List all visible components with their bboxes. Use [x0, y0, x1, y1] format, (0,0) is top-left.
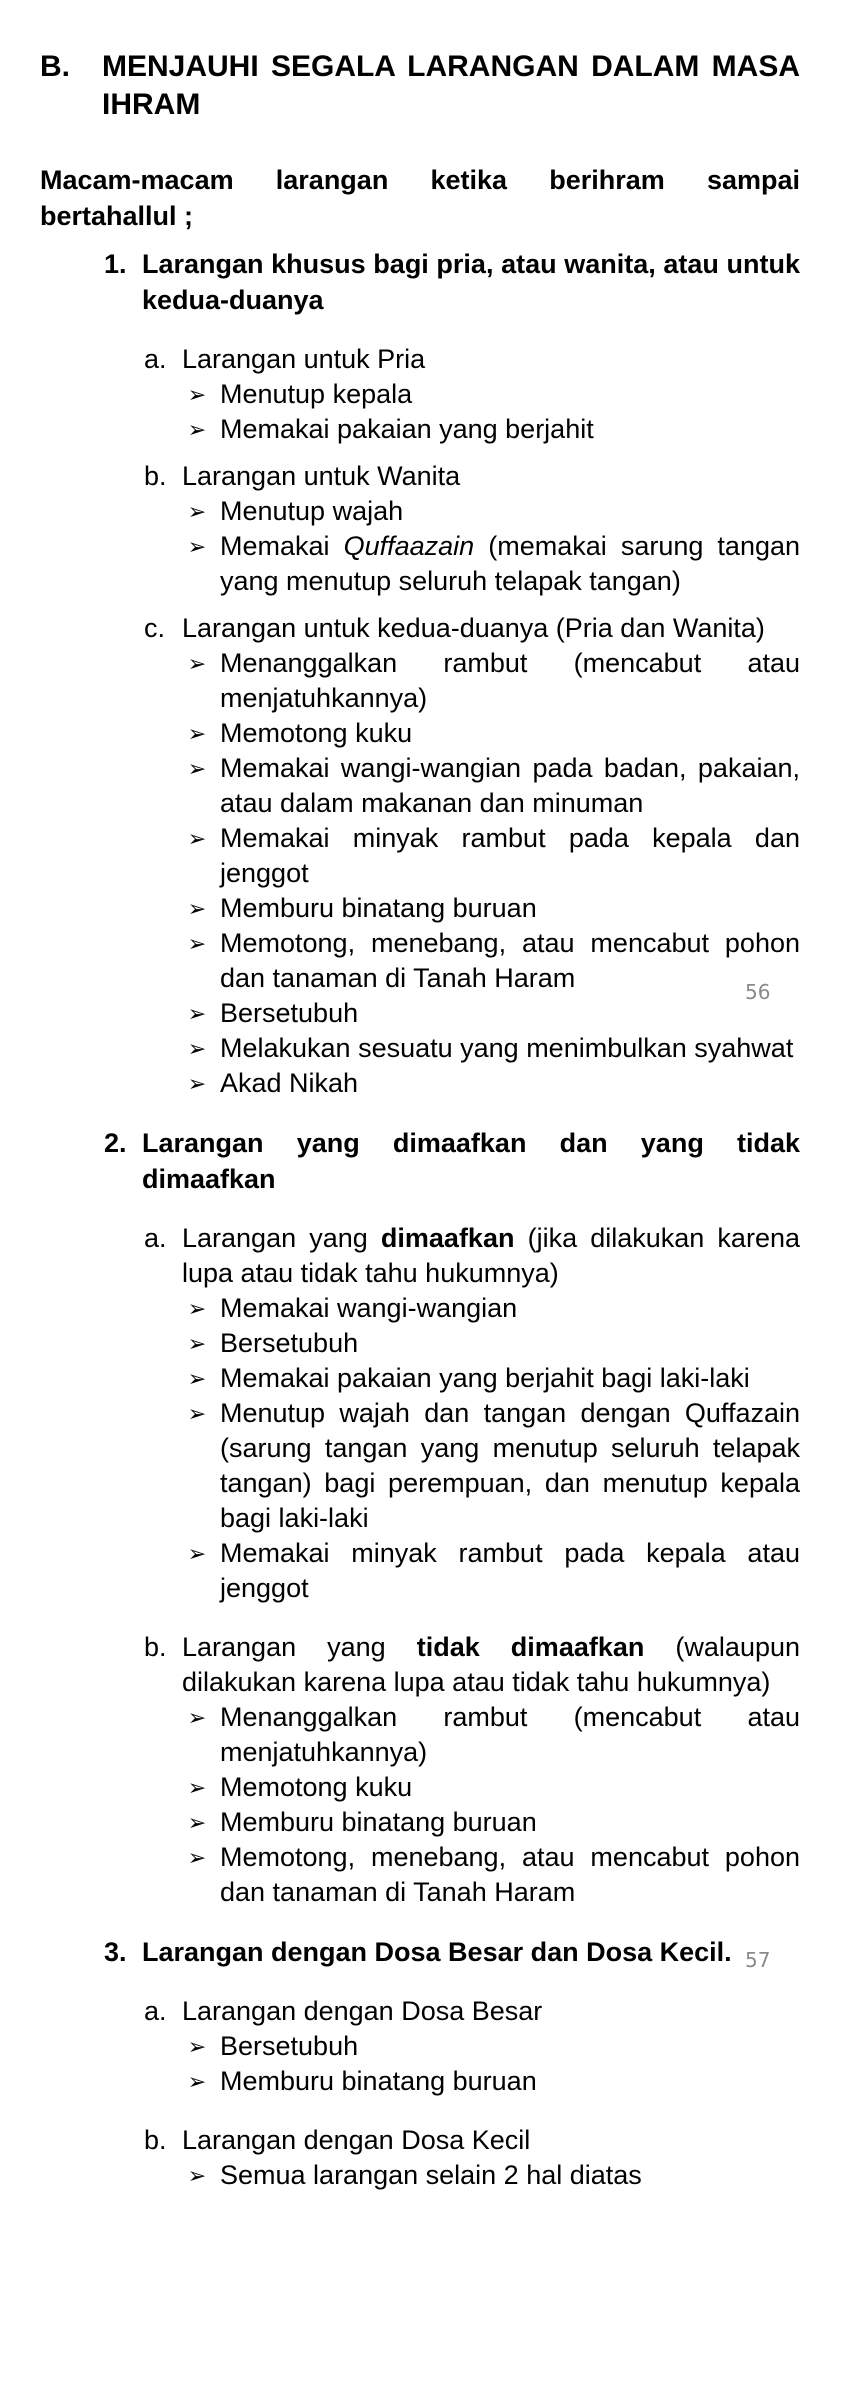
- sub-letter: a.: [144, 1223, 167, 1253]
- list-item: ➢ Memakai wangi-wangian: [220, 1291, 800, 1326]
- list-item: ➢ Memakai Quffaazain (memakai sarung tangan yang menutup seluruh telapak tangan): [220, 529, 800, 599]
- list-item: ➢ Memotong, menebang, atau mencabut pohon dan tanaman di Tanah Haram: [220, 1840, 800, 1910]
- bold-text: dimaafkan: [380, 1223, 515, 1253]
- arrow-bullet-icon: ➢: [187, 1001, 207, 1026]
- list-item: ➢ Memburu binatang buruan: [220, 2064, 800, 2099]
- list-item: ➢ Menanggalkan rambut (mencabut atau menjatuhkannya): [220, 1700, 800, 1770]
- sub-3a: [144, 1994, 800, 2029]
- arrow-bullet-icon: ➢: [187, 1705, 207, 1730]
- list-item: ➢ Memakai pakaian yang berjahit bagi laki-laki: [220, 1361, 800, 1396]
- page-number: 56: [745, 980, 771, 1004]
- arrow-bullet-icon: ➢: [187, 721, 207, 746]
- sub-1a: [144, 342, 800, 377]
- arrow-bullet-icon: ➢: [187, 896, 207, 921]
- arrow-bullet-icon: ➢: [187, 1036, 207, 1061]
- intro-paragraph: Macam-macam larangan ketika berihram sampai bertahallul ;: [40, 165, 800, 231]
- list-item: ➢ Menutup kepala: [220, 377, 800, 412]
- arrow-bullet-icon: ➢: [187, 1296, 207, 1321]
- arrow-bullet-icon: ➢: [187, 931, 207, 956]
- sub-3b: [144, 2123, 800, 2158]
- list-item: ➢ Memakai wangi-wangian pada badan, pakaian, atau dalam makanan dan minuman: [220, 751, 800, 821]
- list-item: ➢ Memakai minyak rambut pada kepala dan jenggot: [220, 821, 800, 891]
- arrow-bullet-icon: ➢: [187, 1401, 207, 1426]
- block-title-text: Larangan khusus bagi pria, atau wanita, atau untuk kedua-duanya: [142, 249, 800, 315]
- list-item: ➢ Memakai pakaian yang berjahit: [220, 412, 800, 447]
- sub-1c: [144, 611, 800, 646]
- page-number: 57: [745, 1948, 771, 1972]
- arrow-bullet-icon: ➢: [187, 499, 207, 524]
- arrow-bullet-icon: ➢: [187, 756, 207, 781]
- section-title: MENJAUHI SEGALA LARANGAN DALAM MASA IHRAM: [102, 50, 800, 121]
- list-item: ➢ Menanggalkan rambut (mencabut atau menjatuhkannya): [220, 646, 800, 716]
- arrow-bullet-icon: ➢: [187, 1331, 207, 1356]
- block-number: 2.: [104, 1128, 127, 1158]
- bold-text: tidak dimaafkan: [416, 1632, 645, 1662]
- block-title-text: Larangan dengan Dosa Besar dan Dosa Kecil.: [142, 1937, 732, 1967]
- arrow-bullet-icon: ➢: [187, 417, 207, 442]
- bullet-list-3a: [187, 2029, 800, 2099]
- arrow-bullet-icon: ➢: [187, 382, 207, 407]
- list-item: ➢ Memakai minyak rambut pada kepala atau jenggot: [220, 1536, 800, 1606]
- arrow-bullet-icon: ➢: [187, 1366, 207, 1391]
- sub-text: Larangan dengan Dosa Besar: [182, 1996, 543, 2026]
- arrow-bullet-icon: ➢: [187, 1845, 207, 1870]
- sub-letter: b.: [144, 461, 167, 491]
- arrow-bullet-icon: ➢: [187, 651, 207, 676]
- bullet-list-3b: [187, 2158, 800, 2193]
- list-item: ➢ Memotong kuku: [220, 1770, 800, 1805]
- arrow-bullet-icon: ➢: [187, 1775, 207, 1800]
- block-title-text: Larangan yang dimaafkan dan yang tidak dimaafkan: [142, 1128, 800, 1194]
- section-heading: [40, 48, 800, 124]
- list-item: ➢ Akad Nikah: [220, 1066, 800, 1101]
- list-item: ➢ Bersetubuh: [220, 2029, 800, 2064]
- bullet-list-1b: [187, 494, 801, 599]
- list-item: ➢ Memburu binatang buruan: [220, 891, 800, 926]
- bullet-list-2b: [187, 1700, 800, 1910]
- list-item: ➢ Bersetubuh: [220, 996, 800, 1031]
- block-3-title: [104, 1934, 800, 1970]
- sub-letter: a.: [144, 344, 167, 374]
- block-1-title: [104, 246, 800, 318]
- list-item: ➢ Melakukan sesuatu yang menimbulkan syahwat: [220, 1031, 800, 1066]
- block-2-title: [104, 1125, 800, 1197]
- sub-letter: b.: [144, 2125, 167, 2155]
- list-item: ➢ Memotong kuku: [220, 716, 800, 751]
- bullet-list-1a: [187, 377, 800, 447]
- list-item: ➢ Memburu binatang buruan: [220, 1805, 800, 1840]
- bullet-list-1c: [187, 646, 800, 1101]
- list-item: ➢ Semua larangan selain 2 hal diatas: [220, 2158, 800, 2193]
- sub-text: Larangan dengan Dosa Kecil: [182, 2125, 531, 2155]
- content-list: [0, 246, 843, 2193]
- sub-letter: c.: [144, 613, 166, 643]
- sub-2a: a. Larangan yang dimaafkan (jika dilakukan karena lupa atau tidak tahu hukumnya): [144, 1223, 800, 1288]
- sub-2b: b. Larangan yang tidak dimaafkan (walaupun dilakukan karena lupa atau tidak tahu hukumnya): [144, 1632, 801, 1697]
- arrow-bullet-icon: ➢: [187, 826, 207, 851]
- arrow-bullet-icon: ➢: [187, 1810, 207, 1835]
- sub-letter: b.: [144, 1632, 167, 1662]
- arrow-bullet-icon: ➢: [187, 2163, 207, 2188]
- arrow-bullet-icon: ➢: [187, 534, 207, 559]
- emphasis-text: Quffaazain: [343, 531, 475, 561]
- bullet-list-2a: [187, 1291, 800, 1606]
- sub-text: Larangan untuk kedua-duanya (Pria dan Wanita): [182, 613, 765, 643]
- list-item: ➢ Bersetubuh: [220, 1326, 800, 1361]
- sub-text: Larangan untuk Wanita: [182, 461, 461, 491]
- arrow-bullet-icon: ➢: [187, 2034, 207, 2059]
- list-item: ➢ Menutup wajah: [220, 494, 800, 529]
- block-number: 1.: [104, 249, 127, 279]
- arrow-bullet-icon: ➢: [187, 1541, 207, 1566]
- sub-text: Larangan untuk Pria: [182, 344, 426, 374]
- arrow-bullet-icon: ➢: [187, 1071, 207, 1096]
- arrow-bullet-icon: ➢: [187, 2069, 207, 2094]
- block-number: 3.: [104, 1937, 127, 1967]
- sub-1b: [144, 459, 800, 494]
- list-item: ➢ Menutup wajah dan tangan dengan Quffazain (sarung tangan yang menutup seluruh telapak tangan) bagi perempuan, dan menutup kepala bagi laki-laki: [220, 1396, 800, 1536]
- sub-letter: a.: [144, 1996, 167, 2026]
- section-letter: B.: [40, 50, 70, 83]
- list-item: ➢ Memotong, menebang, atau mencabut pohon dan tanaman di Tanah Haram: [220, 926, 800, 996]
